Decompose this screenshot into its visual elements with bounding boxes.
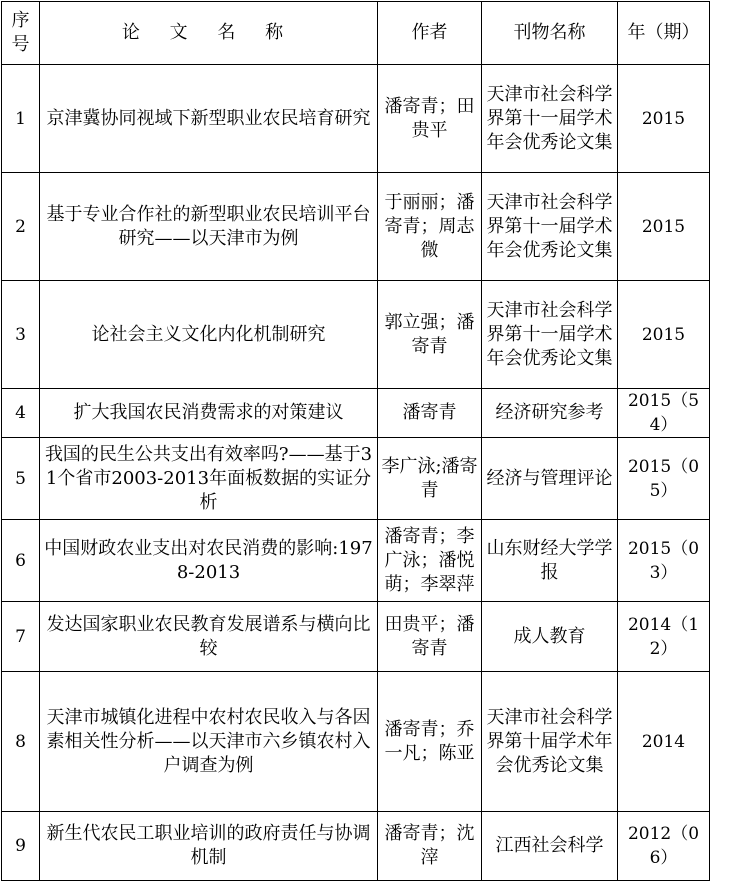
row-no: 7 — [2, 602, 40, 672]
row-year: 2014 — [618, 672, 710, 812]
row-year: 2015 — [618, 173, 710, 281]
table-row — [2, 438, 710, 520]
header-row — [2, 2, 710, 65]
row-author: 潘寄青；田贵平 — [378, 65, 482, 173]
table-row — [2, 281, 710, 389]
row-no: 5 — [2, 438, 40, 520]
header-year: 年（期） — [618, 2, 710, 65]
row-year: 2015（05） — [618, 438, 710, 520]
row-year: 2014（12） — [618, 602, 710, 672]
papers-table — [1, 1, 710, 881]
row-journal: 山东财经大学学报 — [482, 520, 618, 602]
row-author: 李广泳;潘寄青 — [378, 438, 482, 520]
row-journal: 天津市社会科学界第十一届学术年会优秀论文集 — [482, 173, 618, 281]
header-journal: 刊物名称 — [482, 2, 618, 65]
header-author: 作者 — [378, 2, 482, 65]
row-journal: 成人教育 — [482, 602, 618, 672]
row-author: 郭立强；潘寄青 — [378, 281, 482, 389]
table-row — [2, 389, 710, 438]
row-year: 2012（06） — [618, 812, 710, 881]
row-title: 发达国家职业农民教育发展谱系与横向比较 — [40, 602, 378, 672]
row-title: 论社会主义文化内化机制研究 — [40, 281, 378, 389]
table-row — [2, 812, 710, 881]
row-no: 2 — [2, 173, 40, 281]
row-author: 田贵平；潘寄青 — [378, 602, 482, 672]
row-journal: 经济研究参考 — [482, 389, 618, 438]
table-row — [2, 602, 710, 672]
row-title: 扩大我国农民消费需求的对策建议 — [40, 389, 378, 438]
row-author: 潘寄青；乔一凡；陈亚 — [378, 672, 482, 812]
row-journal: 天津市社会科学界第十一届学术年会优秀论文集 — [482, 281, 618, 389]
table-row — [2, 520, 710, 602]
row-no: 6 — [2, 520, 40, 602]
header-title: 论 文 名 称 — [40, 2, 378, 65]
table-row — [2, 672, 710, 812]
row-title: 中国财政农业支出对农民消费的影响:1978-2013 — [40, 520, 378, 602]
row-title: 基于专业合作社的新型职业农民培训平台研究——以天津市为例 — [40, 173, 378, 281]
header-no: 序号 — [2, 2, 40, 65]
row-year: 2015（03） — [618, 520, 710, 602]
row-title: 京津冀协同视域下新型职业农民培育研究 — [40, 65, 378, 173]
row-journal: 天津市社会科学界第十一届学术年会优秀论文集 — [482, 65, 618, 173]
row-author: 于丽丽；潘寄青；周志微 — [378, 173, 482, 281]
row-no: 8 — [2, 672, 40, 812]
row-journal: 经济与管理评论 — [482, 438, 618, 520]
row-no: 4 — [2, 389, 40, 438]
row-journal: 天津市社会科学界第十届学术年会优秀论文集 — [482, 672, 618, 812]
row-author: 潘寄青 — [378, 389, 482, 438]
table-row — [2, 173, 710, 281]
row-title: 天津市城镇化进程中农村农民收入与各因素相关性分析——以天津市六乡镇农村入户调查为例 — [40, 672, 378, 812]
row-author: 潘寄青；李广泳；潘悦萌；李翠萍 — [378, 520, 482, 602]
row-author: 潘寄青；沈滓 — [378, 812, 482, 881]
row-title: 我国的民生公共支出有效率吗?——基于31个省市2003-2013年面板数据的实证分析 — [40, 438, 378, 520]
table-row — [2, 65, 710, 173]
row-no: 9 — [2, 812, 40, 881]
row-title: 新生代农民工职业培训的政府责任与协调机制 — [40, 812, 378, 881]
row-no: 1 — [2, 65, 40, 173]
row-year: 2015（54） — [618, 389, 710, 438]
row-journal: 江西社会科学 — [482, 812, 618, 881]
row-no: 3 — [2, 281, 40, 389]
row-year: 2015 — [618, 281, 710, 389]
row-year: 2015 — [618, 65, 710, 173]
